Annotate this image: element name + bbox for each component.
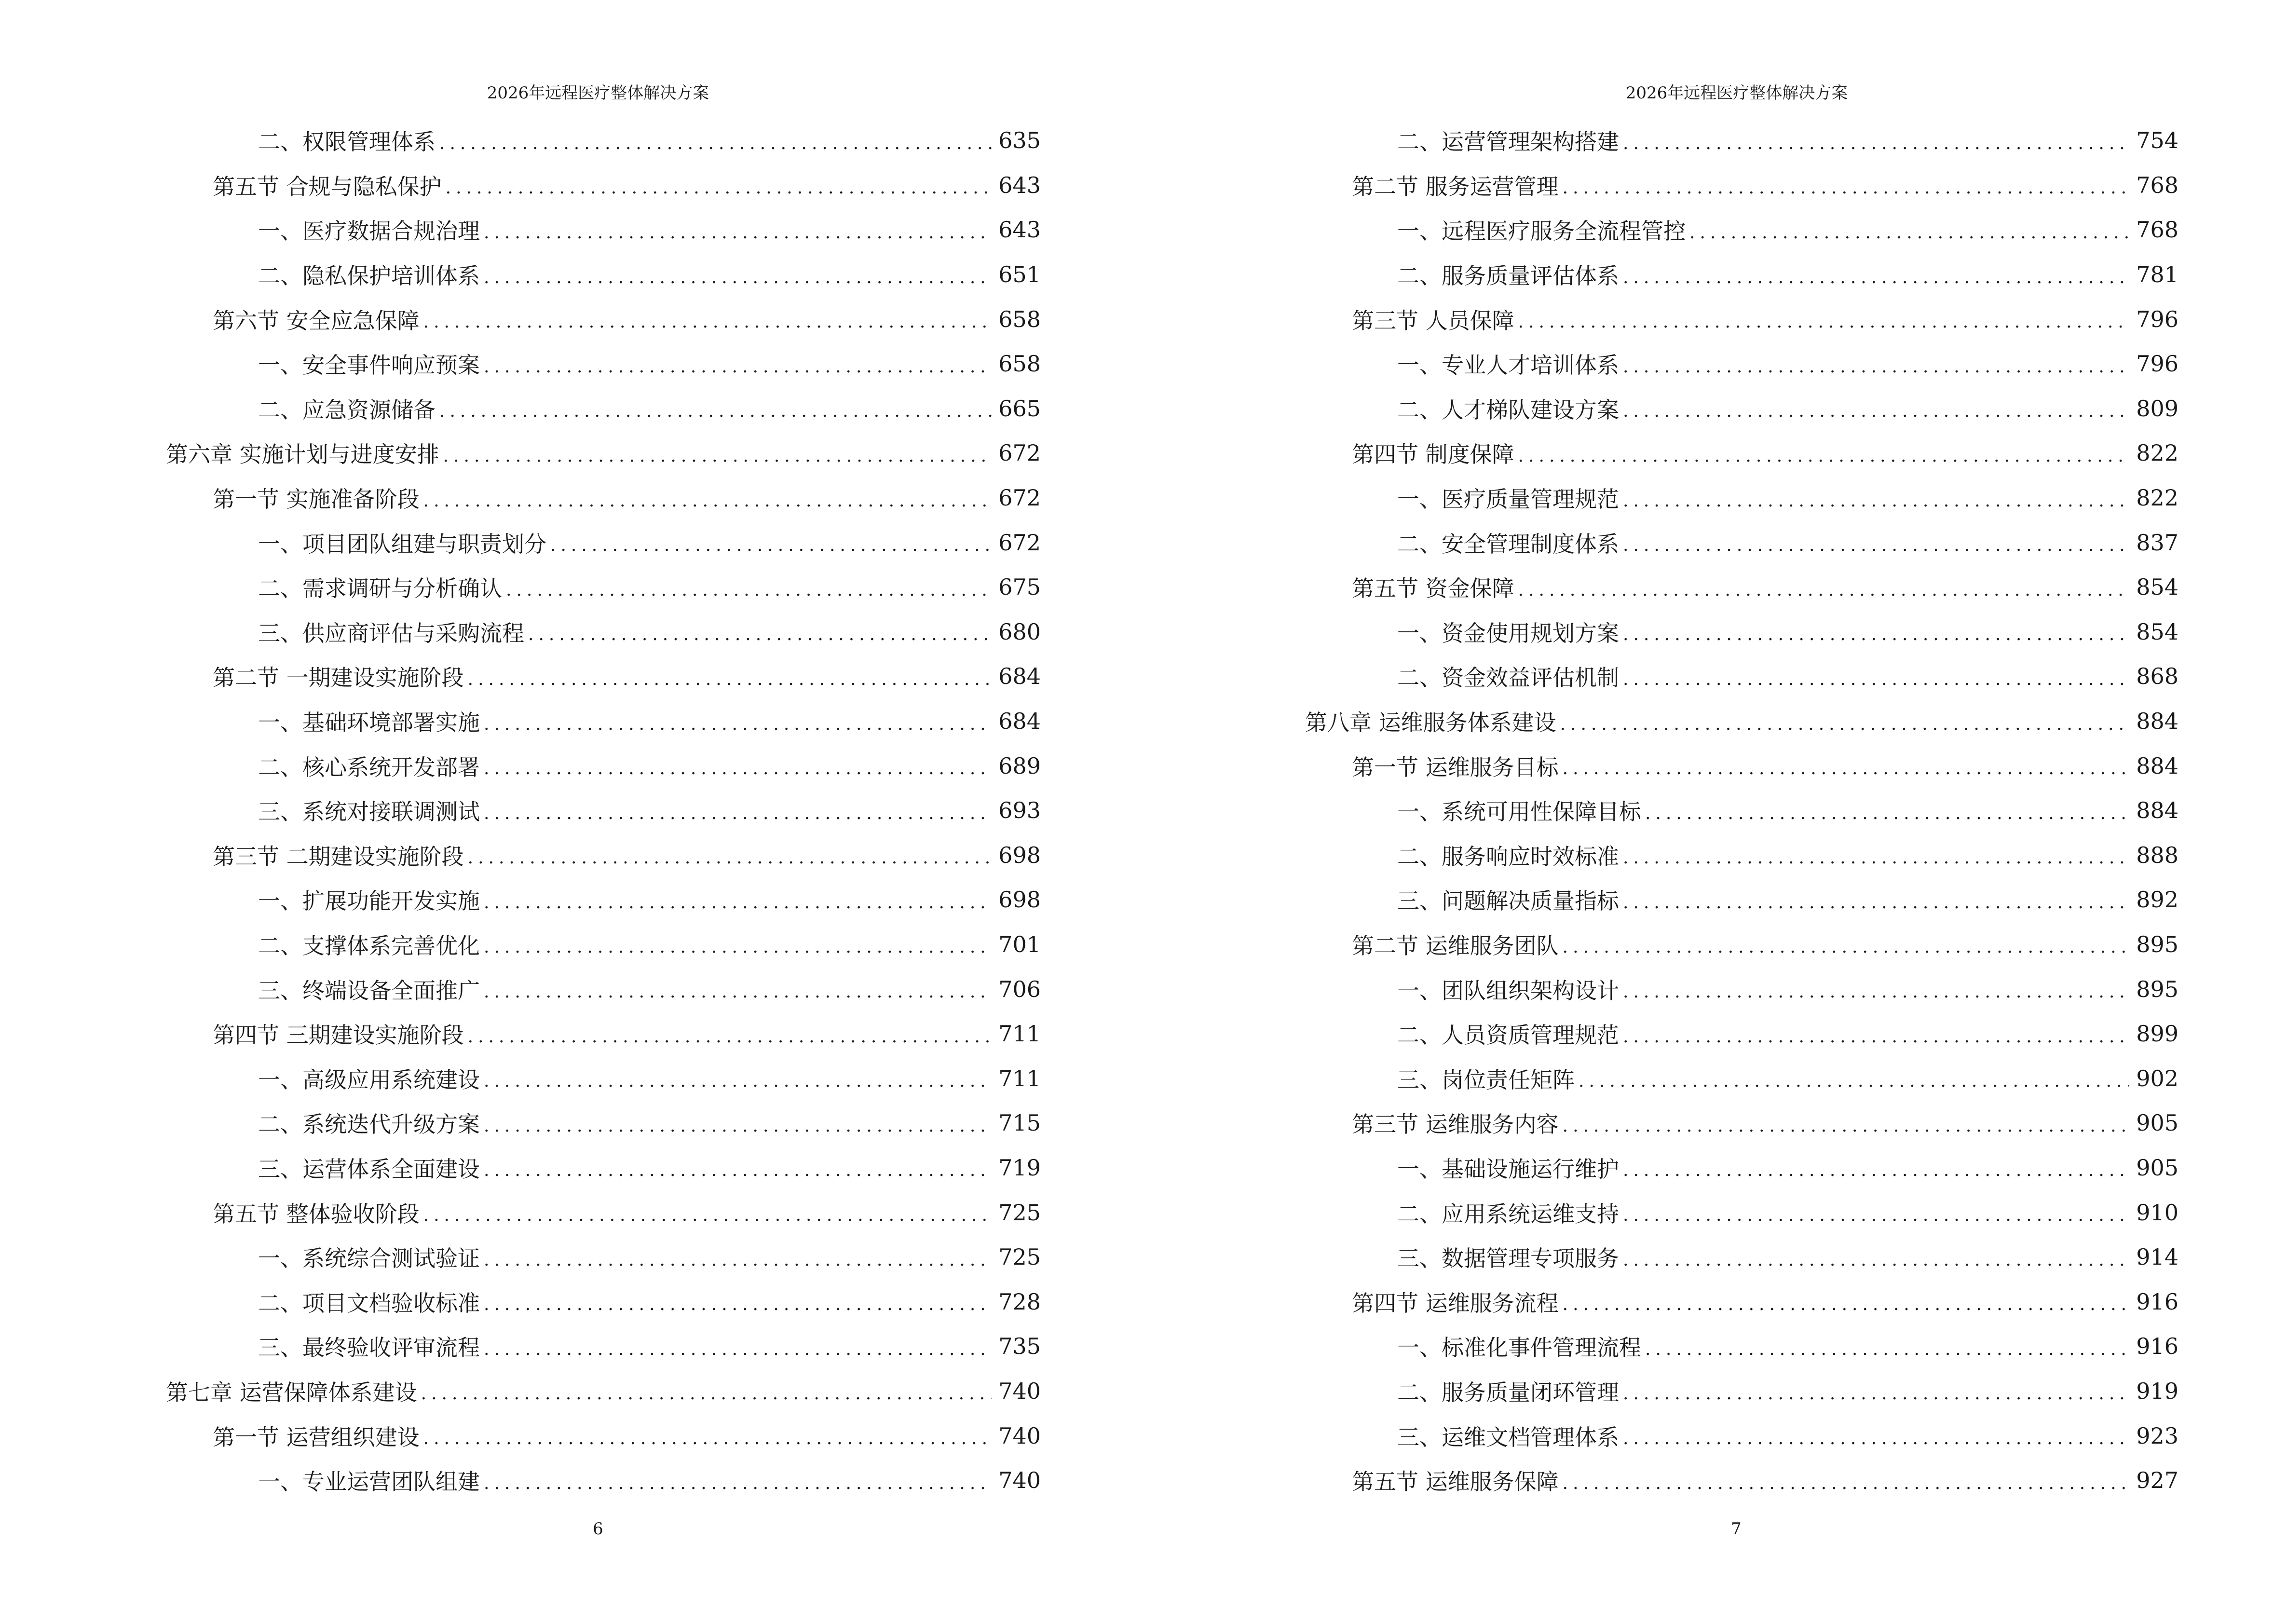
toc-entry-page: 837 (2136, 529, 2178, 556)
toc-entry-page: 643 (998, 217, 1041, 243)
dot-leader (1563, 178, 2130, 198)
toc-section-entry[interactable] (166, 1190, 1041, 1235)
toc-entry-title: 一、系统综合测试验证 (258, 1245, 480, 1272)
toc-subsection-entry[interactable] (166, 788, 1041, 833)
dot-leader (1623, 535, 2129, 555)
toc-entry-title: 三、数据管理专项服务 (1397, 1245, 1619, 1272)
toc-subsection-entry[interactable] (1305, 877, 2178, 922)
dot-leader (1645, 1339, 2129, 1359)
toc-section-entry[interactable] (166, 1413, 1041, 1458)
dot-leader (484, 268, 992, 287)
dot-leader (1579, 1071, 2129, 1091)
dot-leader (1623, 491, 2129, 511)
toc-entry-title: 二、需求调研与分析确认 (258, 575, 502, 602)
toc-entry-page: 781 (2136, 261, 2178, 288)
toc-chapter-entry[interactable] (1305, 699, 2178, 744)
toc-entry-title: 一、团队组织架构设计 (1397, 977, 1619, 1004)
dot-leader (1563, 1295, 2130, 1314)
toc-entry-title: 第三节 人员保障 (1352, 307, 1514, 334)
toc-entry-page: 684 (998, 663, 1041, 690)
toc-entry-page: 910 (2136, 1199, 2178, 1226)
toc-subsection-entry[interactable] (1305, 386, 2178, 431)
toc-entry-page: 884 (2136, 752, 2178, 779)
dot-leader (468, 1027, 992, 1047)
dot-leader (484, 1339, 992, 1359)
dot-leader (1623, 848, 2129, 868)
toc-entry-title: 二、服务质量闭环管理 (1397, 1379, 1619, 1406)
toc-entry-title: 第八章 运维服务体系建设 (1305, 710, 1556, 736)
toc-entry-title: 第七章 运营保障体系建设 (166, 1379, 417, 1406)
toc-entry-title: 二、安全管理制度体系 (1397, 531, 1619, 557)
toc-subsection-entry[interactable] (166, 565, 1041, 610)
toc-subsection-entry[interactable] (1305, 1413, 2178, 1458)
toc-subsection-entry[interactable] (166, 610, 1041, 655)
toc-subsection-entry[interactable] (166, 877, 1041, 922)
toc-entry-title: 第一节 运营组织建设 (213, 1424, 420, 1450)
toc-subsection-entry[interactable] (166, 1458, 1041, 1503)
toc-subsection-entry[interactable] (166, 520, 1041, 565)
toc-entry-title: 三、最终验收评审流程 (258, 1335, 480, 1361)
toc-entry-page: 754 (2136, 127, 2178, 154)
toc-section-entry[interactable] (1305, 743, 2178, 788)
toc-subsection-entry[interactable] (166, 118, 1041, 163)
toc-section-entry[interactable] (1305, 565, 2178, 610)
toc-entry-page: 902 (2136, 1065, 2178, 1092)
toc-entry-page: 740 (998, 1422, 1041, 1449)
toc-entry-page: 711 (998, 1065, 1041, 1092)
toc-entry-page: 822 (2136, 440, 2178, 466)
toc-entry-title: 二、权限管理体系 (258, 129, 436, 155)
toc-entry-title: 第四节 三期建设实施阶段 (213, 1022, 464, 1049)
toc-entry-title: 三、运营体系全面建设 (258, 1156, 480, 1182)
toc-entry-title: 二、隐私保护培训体系 (258, 263, 480, 289)
toc-entry-title: 一、高级应用系统建设 (258, 1066, 480, 1093)
toc-entry-title: 一、医疗质量管理规范 (1397, 486, 1619, 513)
dot-leader (1623, 1160, 2129, 1180)
dot-leader (439, 401, 992, 421)
toc-subsection-entry[interactable] (1305, 967, 2178, 1011)
toc-entry-page: 888 (2136, 842, 2178, 868)
toc-subsection-entry[interactable] (166, 1235, 1041, 1280)
toc-entry-page: 768 (2136, 172, 2178, 198)
dot-leader (1560, 714, 2130, 734)
toc-subsection-entry[interactable] (1305, 1324, 2178, 1369)
toc-entry-page: 651 (998, 261, 1041, 288)
dot-leader (484, 1071, 992, 1091)
toc-subsection-entry[interactable] (1305, 1011, 2178, 1056)
toc-entry-page: 672 (998, 485, 1041, 511)
dot-leader (423, 491, 992, 511)
toc-entry-page: 854 (2136, 618, 2178, 645)
toc-section-entry[interactable] (166, 654, 1041, 699)
toc-entry-title: 二、系统迭代升级方案 (258, 1111, 480, 1138)
toc-entry-page: 868 (2136, 663, 2178, 690)
toc-section-entry[interactable] (1305, 1279, 2178, 1324)
toc-entry-title: 二、支撑体系完善优化 (258, 932, 480, 959)
toc-entry-title: 三、系统对接联调测试 (258, 799, 480, 825)
toc-entry-title: 一、扩展功能开发实施 (258, 888, 480, 914)
toc-entry-page: 698 (998, 887, 1041, 913)
toc-entry-title: 二、服务质量评估体系 (1397, 263, 1619, 289)
toc-subsection-entry[interactable] (166, 1056, 1041, 1101)
toc-entry-page: 854 (2136, 574, 2178, 600)
toc-section-entry[interactable] (1305, 297, 2178, 341)
toc-entry-title: 第五节 合规与隐私保护 (213, 173, 442, 200)
dot-leader (1623, 134, 2129, 153)
toc-entry-title: 第六节 安全应急保障 (213, 307, 420, 334)
toc-subsection-entry[interactable] (1305, 1056, 2178, 1101)
dot-leader (446, 178, 992, 198)
dot-leader (484, 759, 992, 778)
toc-entry-title: 二、运营管理架构搭建 (1397, 129, 1619, 155)
dot-leader (484, 1116, 992, 1136)
dot-leader (1623, 1429, 2129, 1448)
toc-entry-title: 二、应急资源储备 (258, 396, 436, 423)
toc-entry-page: 923 (2136, 1422, 2178, 1449)
toc-entry-page: 701 (998, 931, 1041, 957)
toc-entry-title: 二、应用系统运维支持 (1397, 1201, 1619, 1227)
right-page (1144, 0, 2287, 1624)
dot-leader (1563, 937, 2130, 957)
dot-leader (484, 893, 992, 913)
toc-entry-page: 715 (998, 1110, 1041, 1136)
dot-leader (439, 134, 992, 153)
dot-leader (550, 535, 992, 555)
dot-leader (484, 1160, 992, 1180)
dot-leader (484, 804, 992, 823)
toc-entry-page: 643 (998, 172, 1041, 198)
toc-entry-page: 658 (998, 351, 1041, 377)
toc-subsection-entry[interactable] (1305, 610, 2178, 655)
dot-leader (484, 1295, 992, 1314)
toc-entry-page: 672 (998, 529, 1041, 556)
toc-subsection-entry[interactable] (1305, 833, 2178, 878)
toc-entry-title: 第三节 运维服务内容 (1352, 1111, 1559, 1138)
toc-entry-page: 672 (998, 440, 1041, 466)
toc-subsection-entry[interactable] (166, 1279, 1041, 1324)
toc-entry-page: 635 (998, 127, 1041, 154)
page-header: 2026年远程医疗整体解决方案 (1625, 83, 1848, 103)
toc-subsection-entry[interactable] (166, 386, 1041, 431)
dot-leader (1563, 759, 2130, 778)
toc-entry-title: 第五节 资金保障 (1352, 575, 1514, 602)
toc-entry-title: 三、运维文档管理体系 (1397, 1424, 1619, 1450)
dot-leader (1623, 401, 2129, 421)
dot-leader (1623, 1205, 2129, 1225)
toc-entry-page: 689 (998, 752, 1041, 779)
toc-entry-page: 684 (998, 708, 1041, 735)
toc-subsection-entry[interactable] (1305, 207, 2178, 252)
toc-entry-page: 884 (2136, 708, 2178, 735)
toc-entry-title: 第二节 运维服务团队 (1352, 932, 1559, 959)
toc-entry-page: 706 (998, 976, 1041, 1002)
toc-subsection-entry[interactable] (166, 1146, 1041, 1190)
toc-entry-page: 728 (998, 1288, 1041, 1315)
toc-entry-title: 第二节 一期建设实施阶段 (213, 665, 464, 691)
toc-subsection-entry[interactable] (1305, 1369, 2178, 1414)
toc-section-entry[interactable] (166, 476, 1041, 520)
toc-entry-page: 796 (2136, 306, 2178, 332)
toc-subsection-entry[interactable] (166, 341, 1041, 386)
toc-entry-title: 二、人员资质管理规范 (1397, 1022, 1619, 1049)
toc-subsection-entry[interactable] (166, 743, 1041, 788)
toc-entry-title: 第一节 运维服务目标 (1352, 754, 1559, 780)
toc-subsection-entry[interactable] (166, 922, 1041, 967)
toc-entry-title: 二、核心系统开发部署 (258, 754, 480, 780)
toc-entry-page: 675 (998, 574, 1041, 600)
toc-entry-title: 第二节 服务运营管理 (1352, 173, 1559, 200)
toc-entry-title: 一、专业运营团队组建 (258, 1469, 480, 1495)
dot-leader (484, 937, 992, 957)
dot-leader (1623, 669, 2129, 689)
toc-subsection-entry[interactable] (166, 207, 1041, 252)
dot-leader (468, 848, 992, 868)
toc-entry-title: 第五节 整体验收阶段 (213, 1201, 420, 1227)
toc-entry-title: 第三节 二期建设实施阶段 (213, 843, 464, 870)
toc-section-entry[interactable] (1305, 922, 2178, 967)
toc-section-entry[interactable] (1305, 163, 2178, 208)
toc-entry-title: 二、服务响应时效标准 (1397, 843, 1619, 870)
dot-leader (1623, 1250, 2129, 1270)
dot-leader (443, 446, 992, 466)
toc-entry-title: 一、远程医疗服务全流程管控 (1397, 218, 1686, 245)
dot-leader (484, 714, 992, 734)
toc-entry-page: 796 (2136, 351, 2178, 377)
toc-entry-page: 665 (998, 395, 1041, 422)
toc-entry-page: 658 (998, 306, 1041, 332)
dot-leader (484, 357, 992, 377)
toc-entry-title: 二、项目文档验收标准 (258, 1290, 480, 1316)
dot-leader (1518, 446, 2130, 466)
dot-leader (423, 312, 992, 332)
toc-entry-title: 一、基础设施运行维护 (1397, 1156, 1619, 1182)
toc-entry-page: 740 (998, 1378, 1041, 1404)
toc-entry-page: 919 (2136, 1378, 2178, 1404)
toc-subsection-entry[interactable] (1305, 252, 2178, 297)
dot-leader (1623, 357, 2129, 377)
dot-leader (1623, 1384, 2129, 1404)
dot-leader (1645, 804, 2129, 823)
toc-entry-title: 第一节 实施准备阶段 (213, 486, 420, 513)
toc-entry-page: 905 (2136, 1154, 2178, 1181)
table-of-contents (166, 118, 1041, 1502)
toc-entry-title: 一、专业人才培训体系 (1397, 352, 1619, 379)
table-of-contents (1305, 118, 2178, 1502)
toc-entry-title: 第四节 运维服务流程 (1352, 1290, 1559, 1316)
toc-section-entry[interactable] (166, 163, 1041, 208)
dot-leader (1623, 982, 2129, 1002)
toc-subsection-entry[interactable] (1305, 1146, 2178, 1190)
toc-entry-page: 899 (2136, 1021, 2178, 1047)
dot-leader (484, 982, 992, 1002)
toc-subsection-entry[interactable] (1305, 1190, 2178, 1235)
dot-leader (1623, 1027, 2129, 1047)
dot-leader (528, 625, 992, 644)
toc-section-entry[interactable] (1305, 431, 2178, 476)
toc-entry-page: 822 (2136, 485, 2178, 511)
toc-entry-page: 916 (2136, 1288, 2178, 1315)
toc-chapter-entry[interactable] (166, 431, 1041, 476)
dot-leader (1563, 1474, 2130, 1493)
toc-subsection-entry[interactable] (1305, 118, 2178, 163)
toc-entry-page: 711 (998, 1021, 1041, 1047)
page-number: 6 (593, 1519, 603, 1539)
toc-subsection-entry[interactable] (166, 252, 1041, 297)
toc-entry-title: 一、标准化事件管理流程 (1397, 1335, 1641, 1361)
dot-leader (1623, 893, 2129, 913)
toc-entry-title: 一、项目团队组建与职责划分 (258, 531, 546, 557)
dot-leader (468, 669, 992, 689)
toc-entry-page: 719 (998, 1154, 1041, 1181)
toc-entry-page: 895 (2136, 931, 2178, 957)
toc-chapter-entry[interactable] (166, 1369, 1041, 1414)
dot-leader (1623, 625, 2129, 644)
toc-subsection-entry[interactable] (166, 1101, 1041, 1146)
toc-subsection-entry[interactable] (166, 699, 1041, 744)
toc-subsection-entry[interactable] (166, 967, 1041, 1011)
dot-leader (1518, 580, 2130, 600)
toc-entry-title: 三、问题解决质量指标 (1397, 888, 1619, 914)
toc-entry-page: 927 (2136, 1467, 2178, 1494)
toc-entry-page: 884 (2136, 797, 2178, 824)
toc-entry-page: 895 (2136, 976, 2178, 1002)
page-header: 2026年远程医疗整体解决方案 (487, 83, 709, 103)
toc-entry-page: 768 (2136, 217, 2178, 243)
dot-leader (1563, 1116, 2130, 1136)
dot-leader (1518, 312, 2130, 332)
toc-entry-page: 698 (998, 842, 1041, 868)
toc-section-entry[interactable] (1305, 1101, 2178, 1146)
toc-section-entry[interactable] (166, 297, 1041, 341)
toc-entry-title: 三、供应商评估与采购流程 (258, 620, 524, 646)
toc-subsection-entry[interactable] (1305, 476, 2178, 520)
toc-entry-page: 916 (2136, 1333, 2178, 1360)
toc-subsection-entry[interactable] (1305, 520, 2178, 565)
dot-leader (506, 580, 992, 600)
toc-section-entry[interactable] (1305, 1458, 2178, 1503)
toc-entry-page: 892 (2136, 887, 2178, 913)
toc-section-entry[interactable] (166, 1011, 1041, 1056)
toc-section-entry[interactable] (166, 833, 1041, 878)
dot-leader (484, 223, 992, 243)
toc-entry-title: 一、安全事件响应预案 (258, 352, 480, 379)
toc-entry-page: 905 (2136, 1110, 2178, 1136)
dot-leader (423, 1205, 992, 1225)
toc-entry-title: 第四节 制度保障 (1352, 441, 1514, 468)
toc-entry-page: 725 (998, 1199, 1041, 1226)
toc-entry-page: 680 (998, 618, 1041, 645)
toc-entry-title: 一、系统可用性保障目标 (1397, 799, 1641, 825)
toc-entry-page: 809 (2136, 395, 2178, 422)
toc-entry-title: 第六章 实施计划与进度安排 (166, 441, 439, 468)
toc-subsection-entry[interactable] (166, 1324, 1041, 1369)
dot-leader (1623, 268, 2129, 287)
toc-entry-title: 第五节 运维服务保障 (1352, 1469, 1559, 1495)
page-number: 7 (1731, 1519, 1742, 1539)
toc-entry-title: 三、终端设备全面推广 (258, 977, 480, 1004)
toc-entry-page: 914 (2136, 1244, 2178, 1270)
toc-entry-page: 693 (998, 797, 1041, 824)
toc-entry-title: 二、资金效益评估机制 (1397, 665, 1619, 691)
toc-entry-title: 一、资金使用规划方案 (1397, 620, 1619, 646)
toc-entry-title: 三、岗位责任矩阵 (1397, 1066, 1575, 1093)
toc-entry-page: 740 (998, 1467, 1041, 1494)
toc-entry-title: 一、基础环境部署实施 (258, 710, 480, 736)
toc-entry-title: 二、人才梯队建设方案 (1397, 396, 1619, 423)
dot-leader (484, 1250, 992, 1270)
toc-subsection-entry[interactable] (1305, 341, 2178, 386)
toc-entry-page: 735 (998, 1333, 1041, 1360)
toc-entry-page: 725 (998, 1244, 1041, 1270)
dot-leader (423, 1429, 992, 1448)
toc-subsection-entry[interactable] (1305, 1235, 2178, 1280)
dot-leader (484, 1474, 992, 1493)
dot-leader (1689, 223, 2129, 243)
toc-subsection-entry[interactable] (1305, 654, 2178, 699)
toc-entry-title: 一、医疗数据合规治理 (258, 218, 480, 245)
dot-leader (421, 1384, 992, 1404)
toc-subsection-entry[interactable] (1305, 788, 2178, 833)
